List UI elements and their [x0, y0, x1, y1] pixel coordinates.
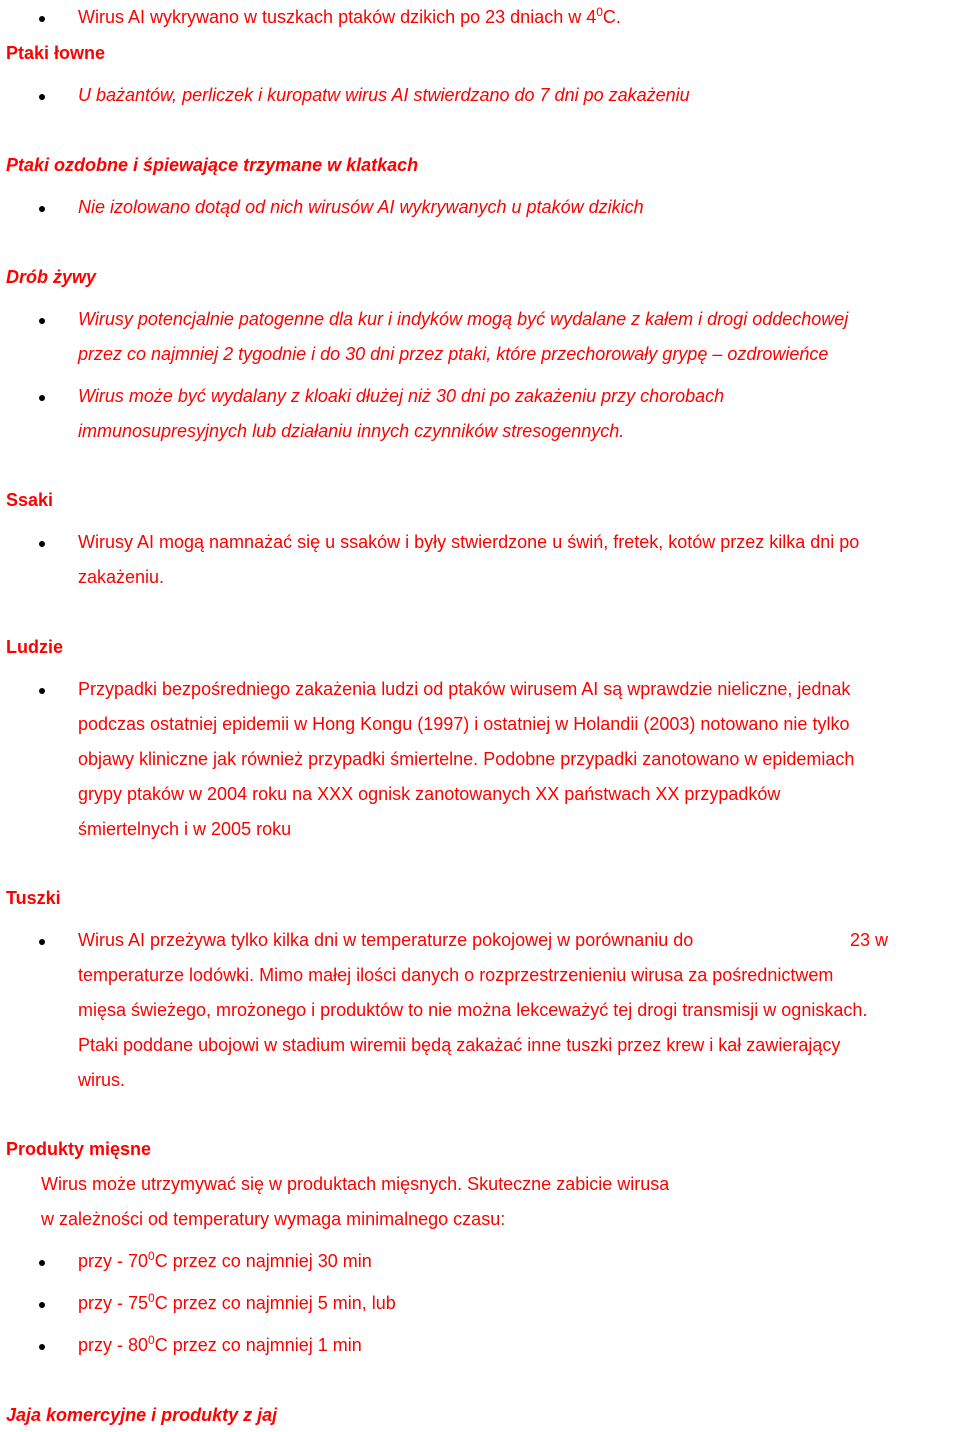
tuszki-line-5: wirus. — [78, 1070, 126, 1090]
bullet-icon — [39, 16, 45, 22]
bullet-icon — [39, 1302, 45, 1308]
bullet-icon — [39, 318, 45, 324]
ludzie-line-3: objawy kliniczne jak również przypadki śmiertelne. Podobne przypadki zanotowano w epidemiach — [78, 749, 855, 769]
heading-jaja: Jaja komercyjne i produkty z jaj — [6, 1405, 278, 1425]
produkty-item-75: przy - $75^0C$ przez co najmniej 5 min, lub — [78, 1291, 396, 1313]
bullet-icon — [39, 395, 45, 401]
bullet-icon — [39, 541, 45, 547]
bullet-icon — [39, 939, 45, 945]
drob-item-2-line-1: Wirus może być wydalany z kloaki dłużej niż 30 dni po zakażeniu przy chorobach — [78, 386, 725, 406]
bullet-icon — [39, 1260, 45, 1266]
drob-item-1-line-1: Wirusy potencjalnie patogenne dla kur i indyków mogą być wydalane z kałem i drogi oddechowej — [78, 309, 849, 329]
tuszki-line-1b: 23 w — [850, 930, 889, 950]
tuszki-line-2: temperaturze lodówki. Mimo małej ilości danych o rozprzestrzenieniu wirusa za pośrednictwem — [78, 965, 834, 985]
drob-item-2-line-2: immunosupresyjnych lub działaniu innych czynników stresogennych. — [78, 421, 625, 441]
ludzie-line-1: Przypadki bezpośredniego zakażenia ludzi od ptaków wirusem AI są wprawdzie nieliczne, jednak — [78, 679, 851, 699]
heading-tuszki: Tuszki — [6, 888, 61, 908]
bullet-icon — [39, 688, 45, 694]
ssaki-item-line-2: zakażeniu. — [78, 567, 165, 587]
heading-ptaki-ozdobne: Ptaki ozdobne i śpiewające trzymane w klatkach — [6, 155, 419, 175]
produkty-item-80: przy - $80^0C$ przez co najmniej 1 min — [78, 1333, 362, 1355]
produkty-line-2: w zależności od temperatury wymaga minimalnego czasu: — [41, 1209, 506, 1229]
ptaki-lowne-item: U bażantów, perliczek i kuropatw wirus AI stwierdzano do 7 dni po zakażeniu — [78, 85, 690, 105]
produkty-item-70: przy - $70^0C$ przez co najmniej 30 min — [78, 1249, 372, 1271]
heading-produkty-miesne: Produkty mięsne — [6, 1139, 152, 1159]
drob-item-1-line-2: przez co najmniej 2 tygodnie i do 30 dni przez ptaki, które przechorowały grypę – ozdrowieńce — [78, 344, 829, 364]
ssaki-item-line-1: Wirusy AI mogą namnażać się u ssaków i były stwierdzone u świń, fretek, kotów przez kilka dni po — [78, 532, 860, 552]
bullet-icon — [39, 206, 45, 212]
tuszki-line-3: mięsa świeżego, mrożonego i produktów to nie można lekceważyć tej drogi transmisji w ogniskach. — [78, 1000, 868, 1020]
ludzie-line-4: grypy ptaków w 2004 roku na XXX ognisk zanotowanych XX państwach XX przypadków — [78, 784, 781, 804]
produkty-line-1: Wirus może utrzymywać się w produktach mięsnych. Skuteczne zabicie wirusa — [41, 1174, 670, 1194]
bullet-icon — [39, 94, 45, 100]
ludzie-line-2: podczas ostatniej epidemii w Hong Kongu (1997) i ostatniej w Holandii (2003) notowano nie tylko — [78, 714, 850, 734]
bullet-icon — [39, 1344, 45, 1350]
heading-drob-zywy: Drób żywy — [6, 267, 97, 287]
top-line: Wirus AI wykrywano w tuszkach ptaków dzikich po 23 dniach w $4^0C$. — [78, 5, 621, 27]
heading-ptaki-lowne: Ptaki łowne — [6, 43, 106, 63]
heading-ssaki: Ssaki — [6, 490, 54, 510]
ludzie-line-5: śmiertelnych i w 2005 roku — [78, 819, 292, 839]
tuszki-line-1a: Wirus AI przeżywa tylko kilka dni w temperaturze pokojowej w porównaniu do — [78, 930, 694, 950]
tuszki-line-4: Ptaki poddane ubojowi w stadium wiremii będą zakażać inne tuszki przez krew i kał zawierający — [78, 1035, 841, 1055]
ptaki-ozdobne-item: Nie izolowano dotąd od nich wirusów AI wykrywanych u ptaków dzikich — [78, 197, 644, 217]
heading-ludzie: Ludzie — [6, 637, 63, 657]
